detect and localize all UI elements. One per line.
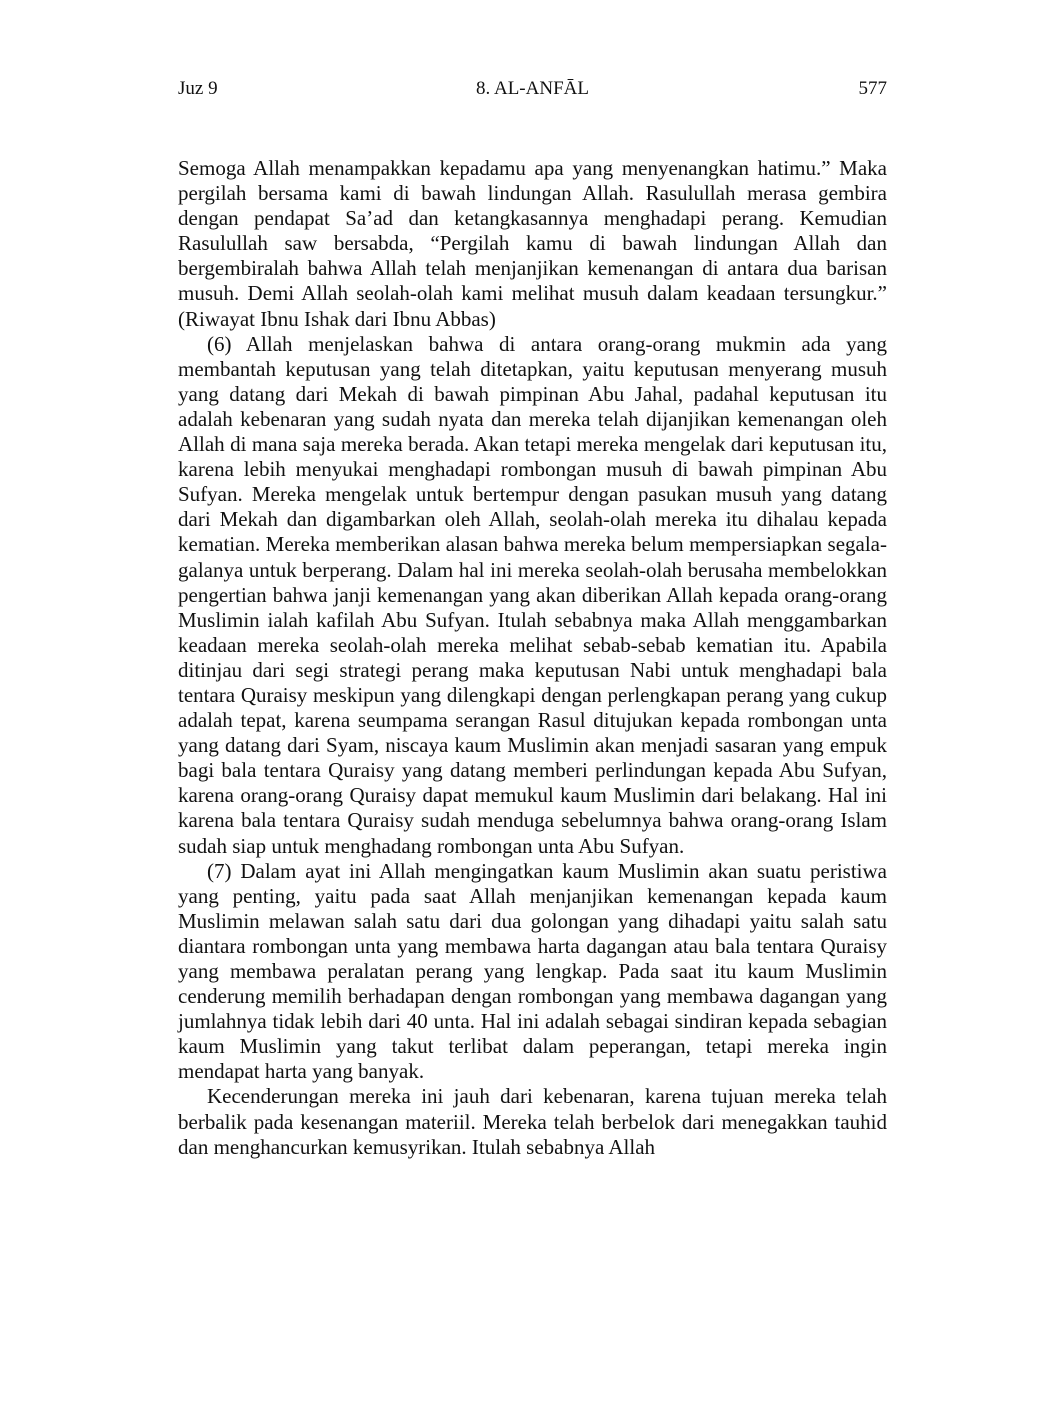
running-header xyxy=(178,76,887,102)
page-number: 577 xyxy=(858,78,887,99)
paragraph-note-6: (6) Allah menjelaskan bahwa di antara orang-orang mukmin ada yang membantah keputusan yang telah ditetapkan, yaitu keputusan menyerang musuh yang datang dari Mekah di bawah pimpinan Abu Jahal, padahal keputusan itu adalah kebenaran yang sudah nyata dan mereka telah dijanjikan kemenangan oleh Allah di mana saja mereka berada. Akan tetapi mereka mengelak dari keputusan itu, karena lebih menyukai menghadapi rombongan musuh di bawah pimpinan Abu Sufyan. Mereka mengelak untuk bertempur dengan pasukan musuh yang datang dari Mekah dan digambarkan oleh Allah, seolah-olah mereka itu dihalau kepada kematian. Mereka memberikan alasan bahwa mereka belum mempersiapkan segala-galanya untuk berperang. Dalam hal ini mereka seolah-olah berusaha membelokkan pengertian bahwa janji kemenangan yang akan diberikan Allah kepada orang-orang Muslimin ialah kafilah Abu Sufyan. Itulah sebabnya maka Allah menggambarkan keadaan mereka seolah-olah mereka melihat sebab-sebab kematian itu. Apabila ditinjau dari segi strategi perang maka keputusan Nabi untuk menghadapi bala tentara Quraisy meskipun yang dilengkapi dengan perlengkapan perang yang cukup adalah tepat, karena seumpama serangan Rasul ditujukan kepada rombongan unta yang datang dari Syam, niscaya kaum Muslimin akan menjadi sasaran yang empuk bagi bala tentara Quraisy yang datang memberi perlindungan kepada Abu Sufyan, karena orang-orang Quraisy dapat memukul kaum Muslimin dari belakang. Hal ini karena bala tentara Quraisy sudah menduga sebelumnya bahwa orang-orang Islam sudah siap untuk menghadang rombongan unta Abu Sufyan. xyxy=(178,331,887,858)
paragraph-closing: Kecenderungan mereka ini jauh dari kebenaran, karena tujuan mereka telah berbalik pada kesenangan materiil. Mereka telah berbelok dari menegakkan tauhid dan menghancurkan kemusyrikan. Itulah sebabnya Allah xyxy=(178,1084,887,1159)
surah-title: 8. AL-ANFĀL xyxy=(476,78,589,99)
paragraph-continuation: Semoga Allah menampakkan kepadamu apa yang menyenangkan hatimu.” Maka pergilah bersama kami di bawah lindungan Allah. Rasulullah merasa gembira dengan pendapat Sa’ad dan ketangkasannya menghadapi perang. Kemudian Rasulullah saw bersabda, “Pergilah kamu di bawah lindungan Allah dan bergembiralah bahwa Allah telah menjanjikan kemenangan di antara dua barisan musuh. Demi Allah seolah-olah kami melihat musuh dalam keadaan tersungkur.” (Riwayat Ibnu Ishak dari Ibnu Abbas) xyxy=(178,156,887,331)
paragraph-note-7: (7) Dalam ayat ini Allah mengingatkan kaum Muslimin akan suatu peristiwa yang penting, yaitu pada saat Allah menjanjikan kemenangan kepada kaum Muslimin melawan salah satu dari dua golongan yang dihadapi yaitu salah satu diantara rombongan unta yang membawa harta dagangan atau bala tentara Quraisy yang membawa peralatan perang yang lengkap. Pada saat itu kaum Muslimin cenderung memilih berhadapan dengan rombongan yang membawa dagangan yang jumlahnya tidak lebih dari 40 unta. Hal ini adalah sebagai sindiran kepada sebagian kaum Muslimin yang takut terlibat dalam peperangan, tetapi mereka ingin mendapat harta yang banyak. xyxy=(178,858,887,1084)
body-text xyxy=(178,156,887,1160)
juz-label: Juz 9 xyxy=(178,78,218,99)
